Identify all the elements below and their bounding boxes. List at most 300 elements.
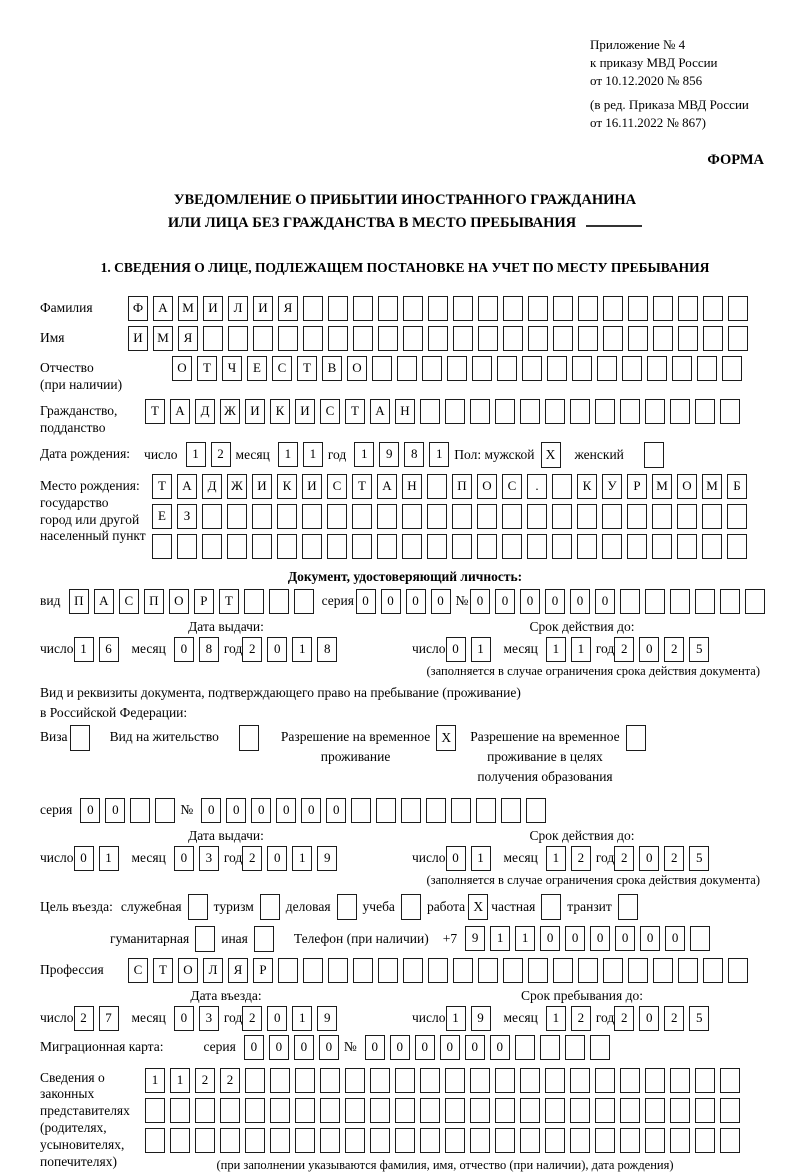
form-cell[interactable] bbox=[477, 504, 497, 529]
form-cell[interactable]: 0 bbox=[365, 1035, 385, 1060]
form-cell[interactable]: 0 bbox=[465, 1035, 485, 1060]
form-cell[interactable] bbox=[228, 326, 248, 351]
form-cell[interactable]: 0 bbox=[570, 589, 590, 614]
form-cell[interactable] bbox=[470, 1128, 490, 1153]
sex-female-checkbox[interactable] bbox=[644, 442, 664, 468]
form-cell[interactable]: Б bbox=[727, 474, 747, 499]
form-cell[interactable]: 9 bbox=[317, 846, 337, 871]
form-cell[interactable] bbox=[328, 958, 348, 983]
form-cell[interactable] bbox=[547, 356, 567, 381]
form-cell[interactable]: 0 bbox=[244, 1035, 264, 1060]
form-cell[interactable]: С bbox=[119, 589, 139, 614]
form-cell[interactable] bbox=[145, 1098, 165, 1123]
form-cell[interactable] bbox=[420, 1098, 440, 1123]
form-cell[interactable]: П bbox=[452, 474, 472, 499]
form-cell[interactable] bbox=[527, 504, 547, 529]
form-cell[interactable]: 1 bbox=[303, 442, 323, 467]
representatives-cells-row2[interactable] bbox=[145, 1098, 745, 1123]
form-cell[interactable]: 2 bbox=[664, 637, 684, 662]
form-cell[interactable]: 2 bbox=[614, 637, 634, 662]
form-cell[interactable]: 1 bbox=[471, 637, 491, 662]
form-cell[interactable] bbox=[590, 1035, 610, 1060]
form-cell[interactable]: 1 bbox=[170, 1068, 190, 1093]
identity-number-cells[interactable] bbox=[470, 589, 770, 614]
form-cell[interactable] bbox=[702, 504, 722, 529]
form-cell[interactable]: Т bbox=[153, 958, 173, 983]
identity-type-cells[interactable] bbox=[69, 589, 319, 614]
form-cell[interactable] bbox=[270, 1068, 290, 1093]
form-cell[interactable]: 2 bbox=[664, 1006, 684, 1031]
form-cell[interactable]: А bbox=[170, 399, 190, 424]
form-cell[interactable]: 1 bbox=[292, 846, 312, 871]
form-cell[interactable] bbox=[445, 1068, 465, 1093]
form-cell[interactable] bbox=[520, 1098, 540, 1123]
form-cell[interactable] bbox=[565, 1035, 585, 1060]
form-cell[interactable] bbox=[647, 356, 667, 381]
form-cell[interactable] bbox=[294, 589, 314, 614]
form-cell[interactable] bbox=[478, 296, 498, 321]
form-cell[interactable] bbox=[451, 798, 471, 823]
form-cell[interactable]: Я bbox=[278, 296, 298, 321]
form-cell[interactable] bbox=[502, 534, 522, 559]
form-cell[interactable] bbox=[552, 474, 572, 499]
form-cell[interactable]: 9 bbox=[471, 1006, 491, 1031]
form-cell[interactable] bbox=[540, 1035, 560, 1060]
form-cell[interactable] bbox=[677, 504, 697, 529]
form-cell[interactable] bbox=[503, 296, 523, 321]
form-cell[interactable]: 0 bbox=[251, 798, 271, 823]
form-cell[interactable]: Л bbox=[203, 958, 223, 983]
purpose-study-checkbox[interactable] bbox=[401, 894, 421, 920]
form-cell[interactable] bbox=[145, 1128, 165, 1153]
form-cell[interactable]: 0 bbox=[640, 926, 660, 951]
form-cell[interactable]: Т bbox=[219, 589, 239, 614]
form-cell[interactable] bbox=[395, 1128, 415, 1153]
form-cell[interactable]: 0 bbox=[269, 1035, 289, 1060]
form-cell[interactable] bbox=[503, 958, 523, 983]
form-cell[interactable] bbox=[130, 798, 150, 823]
form-cell[interactable] bbox=[302, 534, 322, 559]
form-cell[interactable]: 1 bbox=[74, 637, 94, 662]
form-cell[interactable]: 0 bbox=[226, 798, 246, 823]
form-cell[interactable] bbox=[452, 534, 472, 559]
form-cell[interactable] bbox=[495, 1128, 515, 1153]
form-cell[interactable] bbox=[277, 534, 297, 559]
form-cell[interactable]: Ч bbox=[222, 356, 242, 381]
surname-cells[interactable] bbox=[128, 296, 753, 321]
form-cell[interactable] bbox=[578, 296, 598, 321]
form-cell[interactable] bbox=[520, 1068, 540, 1093]
form-cell[interactable] bbox=[478, 326, 498, 351]
form-cell[interactable]: Ж bbox=[220, 399, 240, 424]
form-cell[interactable]: 0 bbox=[294, 1035, 314, 1060]
form-cell[interactable]: 0 bbox=[174, 637, 194, 662]
form-cell[interactable]: 0 bbox=[440, 1035, 460, 1060]
form-cell[interactable] bbox=[678, 326, 698, 351]
form-cell[interactable] bbox=[727, 534, 747, 559]
form-cell[interactable] bbox=[495, 1098, 515, 1123]
form-cell[interactable] bbox=[645, 1098, 665, 1123]
form-cell[interactable] bbox=[320, 1098, 340, 1123]
visa-checkbox[interactable] bbox=[70, 725, 90, 751]
form-cell[interactable] bbox=[177, 534, 197, 559]
form-cell[interactable] bbox=[402, 504, 422, 529]
form-cell[interactable] bbox=[378, 958, 398, 983]
form-cell[interactable] bbox=[403, 958, 423, 983]
form-cell[interactable]: 9 bbox=[379, 442, 399, 467]
form-cell[interactable]: 0 bbox=[80, 798, 100, 823]
form-cell[interactable]: 0 bbox=[595, 589, 615, 614]
form-cell[interactable] bbox=[578, 326, 598, 351]
form-cell[interactable] bbox=[728, 296, 748, 321]
form-cell[interactable]: Р bbox=[253, 958, 273, 983]
form-cell[interactable] bbox=[620, 399, 640, 424]
form-cell[interactable]: 1 bbox=[546, 846, 566, 871]
form-cell[interactable]: А bbox=[94, 589, 114, 614]
form-cell[interactable]: Р bbox=[627, 474, 647, 499]
form-cell[interactable] bbox=[570, 1098, 590, 1123]
form-cell[interactable] bbox=[528, 958, 548, 983]
birthplace-cells-row2[interactable] bbox=[152, 504, 752, 529]
form-cell[interactable] bbox=[401, 798, 421, 823]
form-cell[interactable] bbox=[372, 356, 392, 381]
form-cell[interactable] bbox=[695, 1098, 715, 1123]
form-cell[interactable] bbox=[495, 399, 515, 424]
form-cell[interactable] bbox=[377, 504, 397, 529]
form-cell[interactable]: А bbox=[370, 399, 390, 424]
form-cell[interactable] bbox=[522, 356, 542, 381]
form-cell[interactable]: 0 bbox=[639, 846, 659, 871]
form-cell[interactable] bbox=[727, 504, 747, 529]
form-cell[interactable] bbox=[227, 504, 247, 529]
form-cell[interactable]: 1 bbox=[490, 926, 510, 951]
residence-permit-checkbox[interactable] bbox=[239, 725, 259, 751]
form-cell[interactable] bbox=[295, 1128, 315, 1153]
form-cell[interactable]: А bbox=[153, 296, 173, 321]
form-cell[interactable] bbox=[645, 589, 665, 614]
form-cell[interactable]: 0 bbox=[639, 1006, 659, 1031]
form-cell[interactable]: В bbox=[322, 356, 342, 381]
form-cell[interactable] bbox=[497, 356, 517, 381]
form-cell[interactable]: 7 bbox=[99, 1006, 119, 1031]
form-cell[interactable] bbox=[328, 296, 348, 321]
form-cell[interactable]: М bbox=[178, 296, 198, 321]
identity-series-cells[interactable] bbox=[356, 589, 456, 614]
form-cell[interactable]: 1 bbox=[292, 1006, 312, 1031]
purpose-transit-checkbox[interactable] bbox=[618, 894, 638, 920]
form-cell[interactable] bbox=[670, 1098, 690, 1123]
purpose-business-checkbox[interactable] bbox=[337, 894, 357, 920]
form-cell[interactable]: 6 bbox=[99, 637, 119, 662]
form-cell[interactable] bbox=[295, 1068, 315, 1093]
citizenship-cells[interactable] bbox=[145, 399, 745, 424]
form-cell[interactable]: Я bbox=[228, 958, 248, 983]
form-cell[interactable] bbox=[470, 1098, 490, 1123]
form-cell[interactable] bbox=[422, 356, 442, 381]
form-cell[interactable] bbox=[602, 534, 622, 559]
form-cell[interactable] bbox=[720, 589, 740, 614]
residence-valid-year-cells[interactable] bbox=[614, 846, 714, 871]
form-cell[interactable]: 1 bbox=[186, 442, 206, 467]
form-cell[interactable] bbox=[677, 534, 697, 559]
form-cell[interactable] bbox=[278, 958, 298, 983]
form-cell[interactable] bbox=[620, 1068, 640, 1093]
form-cell[interactable]: 0 bbox=[665, 926, 685, 951]
form-cell[interactable] bbox=[403, 296, 423, 321]
form-cell[interactable]: 0 bbox=[446, 846, 466, 871]
form-cell[interactable] bbox=[570, 1068, 590, 1093]
form-cell[interactable] bbox=[377, 534, 397, 559]
form-cell[interactable] bbox=[477, 534, 497, 559]
form-cell[interactable]: 2 bbox=[74, 1006, 94, 1031]
form-cell[interactable] bbox=[351, 798, 371, 823]
form-cell[interactable] bbox=[552, 504, 572, 529]
form-cell[interactable] bbox=[572, 356, 592, 381]
form-cell[interactable] bbox=[620, 1128, 640, 1153]
residence-issue-year-cells[interactable] bbox=[242, 846, 342, 871]
form-cell[interactable] bbox=[245, 1128, 265, 1153]
form-cell[interactable] bbox=[695, 399, 715, 424]
form-cell[interactable]: О bbox=[169, 589, 189, 614]
form-cell[interactable]: С bbox=[502, 474, 522, 499]
form-cell[interactable]: 0 bbox=[74, 846, 94, 871]
form-cell[interactable]: П bbox=[69, 589, 89, 614]
form-cell[interactable] bbox=[327, 504, 347, 529]
form-cell[interactable] bbox=[252, 534, 272, 559]
form-cell[interactable]: К bbox=[577, 474, 597, 499]
form-cell[interactable] bbox=[470, 399, 490, 424]
form-cell[interactable] bbox=[244, 589, 264, 614]
purpose-private-checkbox[interactable] bbox=[541, 894, 561, 920]
form-cell[interactable] bbox=[395, 1068, 415, 1093]
form-cell[interactable]: Я bbox=[178, 326, 198, 351]
form-cell[interactable]: 8 bbox=[317, 637, 337, 662]
purpose-work-checkbox[interactable]: X bbox=[468, 894, 488, 920]
form-cell[interactable] bbox=[722, 356, 742, 381]
form-cell[interactable]: Р bbox=[194, 589, 214, 614]
representatives-cells-row3[interactable] bbox=[145, 1128, 745, 1153]
form-cell[interactable]: 1 bbox=[546, 637, 566, 662]
form-cell[interactable]: 0 bbox=[381, 589, 401, 614]
form-cell[interactable]: 0 bbox=[565, 926, 585, 951]
form-cell[interactable] bbox=[553, 958, 573, 983]
form-cell[interactable]: С bbox=[272, 356, 292, 381]
birthplace-cells-row3[interactable] bbox=[152, 534, 752, 559]
form-cell[interactable]: Т bbox=[345, 399, 365, 424]
form-cell[interactable]: К bbox=[270, 399, 290, 424]
profession-cells[interactable] bbox=[128, 958, 753, 983]
form-cell[interactable] bbox=[670, 1128, 690, 1153]
form-cell[interactable]: 1 bbox=[354, 442, 374, 467]
form-cell[interactable] bbox=[720, 1068, 740, 1093]
form-cell[interactable]: Д bbox=[195, 399, 215, 424]
form-cell[interactable]: О bbox=[178, 958, 198, 983]
form-cell[interactable] bbox=[278, 326, 298, 351]
form-cell[interactable] bbox=[220, 1128, 240, 1153]
form-cell[interactable]: 0 bbox=[174, 1006, 194, 1031]
form-cell[interactable] bbox=[428, 326, 448, 351]
form-cell[interactable]: Н bbox=[402, 474, 422, 499]
form-cell[interactable]: З bbox=[177, 504, 197, 529]
form-cell[interactable]: О bbox=[677, 474, 697, 499]
form-cell[interactable] bbox=[628, 326, 648, 351]
form-cell[interactable]: 0 bbox=[490, 1035, 510, 1060]
form-cell[interactable]: 1 bbox=[571, 637, 591, 662]
form-cell[interactable] bbox=[526, 798, 546, 823]
form-cell[interactable] bbox=[155, 798, 175, 823]
form-cell[interactable]: Е bbox=[247, 356, 267, 381]
form-cell[interactable]: О bbox=[477, 474, 497, 499]
form-cell[interactable] bbox=[578, 958, 598, 983]
form-cell[interactable] bbox=[370, 1068, 390, 1093]
form-cell[interactable]: С bbox=[327, 474, 347, 499]
form-cell[interactable] bbox=[720, 1098, 740, 1123]
form-cell[interactable] bbox=[328, 326, 348, 351]
residence-issue-day-cells[interactable] bbox=[74, 846, 124, 871]
sex-male-checkbox[interactable]: X bbox=[541, 442, 561, 468]
identity-valid-day-cells[interactable] bbox=[446, 637, 496, 662]
form-cell[interactable]: С bbox=[128, 958, 148, 983]
representatives-cells-row1[interactable] bbox=[145, 1068, 745, 1093]
form-cell[interactable] bbox=[595, 1128, 615, 1153]
form-cell[interactable] bbox=[320, 1128, 340, 1153]
form-cell[interactable] bbox=[670, 1068, 690, 1093]
residence-valid-month-cells[interactable] bbox=[546, 846, 596, 871]
form-cell[interactable]: 0 bbox=[267, 846, 287, 871]
form-cell[interactable] bbox=[545, 399, 565, 424]
form-cell[interactable]: И bbox=[252, 474, 272, 499]
birthplace-cells-row1[interactable] bbox=[152, 474, 752, 499]
form-cell[interactable] bbox=[453, 296, 473, 321]
form-cell[interactable] bbox=[245, 1098, 265, 1123]
form-cell[interactable]: А bbox=[177, 474, 197, 499]
form-cell[interactable] bbox=[503, 326, 523, 351]
form-cell[interactable] bbox=[420, 1128, 440, 1153]
form-cell[interactable] bbox=[703, 296, 723, 321]
identity-valid-month-cells[interactable] bbox=[546, 637, 596, 662]
form-cell[interactable]: 0 bbox=[319, 1035, 339, 1060]
form-cell[interactable]: 1 bbox=[429, 442, 449, 467]
form-cell[interactable] bbox=[252, 504, 272, 529]
form-cell[interactable]: М bbox=[652, 474, 672, 499]
form-cell[interactable]: 0 bbox=[174, 846, 194, 871]
form-cell[interactable] bbox=[678, 958, 698, 983]
form-cell[interactable] bbox=[502, 504, 522, 529]
form-cell[interactable] bbox=[203, 326, 223, 351]
form-cell[interactable] bbox=[270, 1128, 290, 1153]
form-cell[interactable] bbox=[378, 296, 398, 321]
form-cell[interactable] bbox=[478, 958, 498, 983]
form-cell[interactable]: 1 bbox=[278, 442, 298, 467]
form-cell[interactable] bbox=[227, 534, 247, 559]
form-cell[interactable]: 0 bbox=[105, 798, 125, 823]
form-cell[interactable]: 1 bbox=[471, 846, 491, 871]
form-cell[interactable]: 0 bbox=[446, 637, 466, 662]
form-cell[interactable] bbox=[253, 326, 273, 351]
form-cell[interactable]: Т bbox=[152, 474, 172, 499]
form-cell[interactable]: Ж bbox=[227, 474, 247, 499]
form-cell[interactable]: 2 bbox=[571, 846, 591, 871]
form-cell[interactable]: 0 bbox=[301, 798, 321, 823]
form-cell[interactable] bbox=[545, 1128, 565, 1153]
form-cell[interactable]: И bbox=[253, 296, 273, 321]
form-cell[interactable]: И bbox=[302, 474, 322, 499]
form-cell[interactable] bbox=[702, 534, 722, 559]
patronymic-cells[interactable] bbox=[172, 356, 747, 381]
form-cell[interactable] bbox=[426, 798, 446, 823]
form-cell[interactable] bbox=[515, 1035, 535, 1060]
form-cell[interactable] bbox=[595, 1068, 615, 1093]
form-cell[interactable]: 0 bbox=[545, 589, 565, 614]
form-cell[interactable] bbox=[345, 1128, 365, 1153]
form-cell[interactable] bbox=[195, 1098, 215, 1123]
form-cell[interactable] bbox=[220, 1098, 240, 1123]
form-cell[interactable] bbox=[720, 1128, 740, 1153]
form-cell[interactable] bbox=[352, 504, 372, 529]
identity-issue-day-cells[interactable] bbox=[74, 637, 124, 662]
form-cell[interactable] bbox=[595, 399, 615, 424]
form-cell[interactable] bbox=[553, 296, 573, 321]
form-cell[interactable] bbox=[202, 504, 222, 529]
temp-residence-edu-checkbox[interactable] bbox=[626, 725, 646, 751]
form-cell[interactable]: 5 bbox=[689, 846, 709, 871]
form-cell[interactable]: 0 bbox=[201, 798, 221, 823]
migration-number-cells[interactable] bbox=[365, 1035, 615, 1060]
form-cell[interactable] bbox=[695, 1128, 715, 1153]
form-cell[interactable] bbox=[395, 1098, 415, 1123]
purpose-tourism-checkbox[interactable] bbox=[260, 894, 280, 920]
form-cell[interactable]: 0 bbox=[590, 926, 610, 951]
form-cell[interactable]: И bbox=[245, 399, 265, 424]
form-cell[interactable] bbox=[577, 504, 597, 529]
form-cell[interactable] bbox=[603, 326, 623, 351]
form-cell[interactable] bbox=[620, 1098, 640, 1123]
form-cell[interactable] bbox=[603, 296, 623, 321]
form-cell[interactable]: П bbox=[144, 589, 164, 614]
form-cell[interactable] bbox=[420, 399, 440, 424]
form-cell[interactable] bbox=[570, 1128, 590, 1153]
form-cell[interactable] bbox=[428, 296, 448, 321]
form-cell[interactable] bbox=[653, 296, 673, 321]
form-cell[interactable]: 0 bbox=[615, 926, 635, 951]
form-cell[interactable]: 0 bbox=[356, 589, 376, 614]
form-cell[interactable] bbox=[622, 356, 642, 381]
form-cell[interactable]: Т bbox=[297, 356, 317, 381]
form-cell[interactable] bbox=[703, 326, 723, 351]
purpose-other-checkbox[interactable] bbox=[254, 926, 274, 952]
form-cell[interactable]: 0 bbox=[431, 589, 451, 614]
form-cell[interactable] bbox=[353, 326, 373, 351]
form-cell[interactable]: 0 bbox=[267, 1006, 287, 1031]
form-cell[interactable]: К bbox=[277, 474, 297, 499]
form-cell[interactable]: 1 bbox=[99, 846, 119, 871]
phone-cells[interactable] bbox=[465, 926, 715, 951]
form-cell[interactable]: 2 bbox=[614, 1006, 634, 1031]
form-cell[interactable]: С bbox=[320, 399, 340, 424]
form-cell[interactable]: Т bbox=[197, 356, 217, 381]
form-cell[interactable]: 2 bbox=[211, 442, 231, 467]
form-cell[interactable] bbox=[445, 1128, 465, 1153]
form-cell[interactable] bbox=[652, 534, 672, 559]
form-cell[interactable] bbox=[378, 326, 398, 351]
form-cell[interactable] bbox=[427, 534, 447, 559]
form-cell[interactable] bbox=[653, 958, 673, 983]
form-cell[interactable] bbox=[627, 504, 647, 529]
form-cell[interactable]: 2 bbox=[242, 1006, 262, 1031]
form-cell[interactable]: 0 bbox=[406, 589, 426, 614]
form-cell[interactable] bbox=[553, 326, 573, 351]
form-cell[interactable]: О bbox=[172, 356, 192, 381]
